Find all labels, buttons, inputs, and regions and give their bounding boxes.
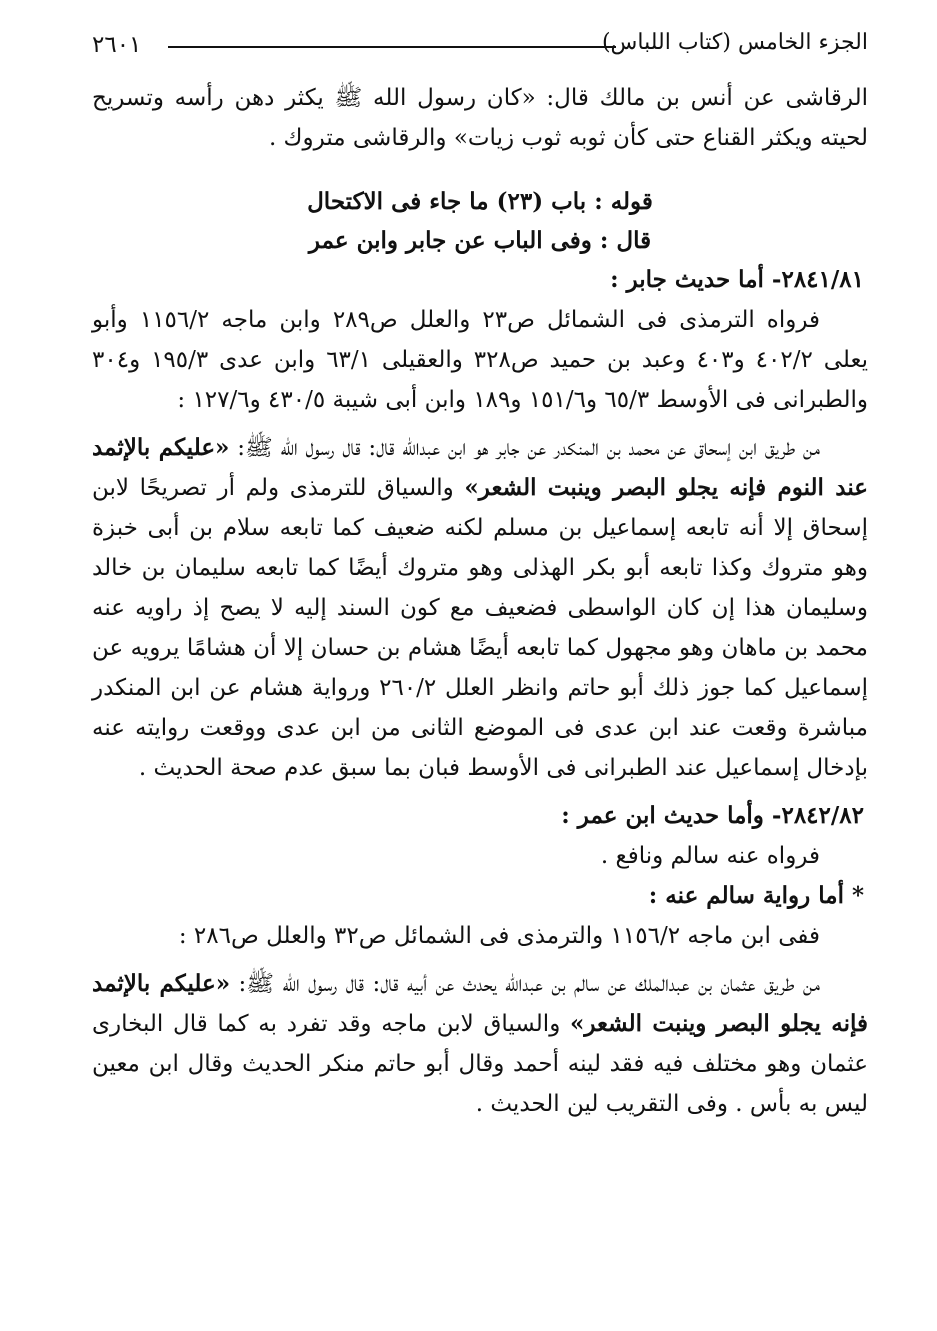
intro-paragraph: الرقاشى عن أنس بن مالك قال: «كان رسول الله ﷺ يكثر دهن رأسه وتسريح لحيته ويكثر القناع حتى كأن ثوبه ثوب زيات» والرقاشى متروك . <box>92 85 868 151</box>
paragraph-salim-chain <box>92 964 868 1124</box>
hadith-quote: «عليكم بالإثمد فإنه يجلو البصر وينبت الشعر» <box>92 970 868 1037</box>
chapter-heading: قوله : باب (٢٣) ما جاء فى الاكتحال <box>307 188 653 215</box>
chapter-subheading: قال : وفى الباب عن جابر وابن عمر <box>308 227 652 254</box>
header-rule <box>168 46 616 48</box>
page-body <box>92 78 868 1124</box>
running-title: الجزء الخامس (كتاب اللباس) <box>601 30 868 55</box>
chain-text: من طريق ابن إسحاق عن محمد بن المنكدر عن جابر هو ابن عبدالله قال: قال رسول الله ﷺ: <box>229 435 821 461</box>
commentary-text: والسياق للترمذى ولم أر تصريحًا لابن إسحاق إلا أنه تابعه إسماعيل بن مسلم لكنه ضعيف كما تابعه سلام بن أبى خبزة وهو متروك وكذا تابعه أبو بكر الهذلى وهو متروك أيضًا كما تابعه سليمان بن خالد وسليمان هذا إن كان الواسطى فضعيف مع كون السند إليه لا يصح إذ راويه عنه محمد بن ماهان وهو مجهول كما تابعه أيضًا هشام بن حسان إلا أن هشامًا يرويه عن إسماعيل كما جوز ذلك أبو حاتم وانظر العلل ٢٦٠/٢ ورواية هشام عن ابن المنكدر مباشرة وقعت عند ابن عدى فى الموضع الثانى من ابن عدى ووقعت روايته عنه بإدخال إسماعيل عند الطبرانى فى الأوسط فبان بما سبق عدم صحة الحديث . <box>92 475 868 781</box>
page-number: ٢٦٠١ <box>92 32 142 58</box>
commentary-text: والسياق لابن ماجه وقد تفرد به كما قال البخارى عثمان وهو مختلف فيه فقد لينه أحمد وقال أبو حاتم منكر الحديث وقال ابن معين ليس به بأس . وفى التقريب لين الحديث . <box>92 1011 868 1117</box>
section-heading-jabir: ٢٨٤١/٨١- أما حديث جابر : <box>610 266 864 293</box>
paragraph-jabir-sources: فرواه الترمذى فى الشمائل ص٢٣ والعلل ص٢٨٩ وابن ماجه ١١٥٦/٢ وأبو يعلى ٤٠٢/٢ و٤٠٣ وعبد بن حميد ص٣٢٨ والعقيلى ٦٣/١ وابن عدى ١٩٥/٣ و٣٠٤ والطبرانى فى الأوسط ٦٥/٣ و١٥١/٦ و١٨٩ وابن أبى شيبة ٤٣٠/٥ و١٢٧/٦ : <box>92 307 869 413</box>
spacer <box>92 956 868 964</box>
page-header <box>92 28 868 64</box>
paragraph-ibn-umar-narrators: فرواه عنه سالم ونافع . <box>600 843 820 869</box>
spacer <box>92 788 868 796</box>
paragraph-jabir-chain <box>92 428 868 788</box>
spacer <box>92 420 868 428</box>
paragraph-salim-sources: ففى ابن ماجه ١١٥٦/٢ والترمذى فى الشمائل ص٣٢ والعلل ص٢٨٦ : <box>178 923 820 949</box>
section-heading-salim: * أما رواية سالم عنه : <box>648 882 864 909</box>
hadith-quote: «عليكم بالإثمد عند النوم فإنه يجلو البصر وينبت الشعر» <box>92 434 868 501</box>
section-heading-ibn-umar: ٢٨٤٢/٨٢- وأما حديث ابن عمر : <box>561 802 864 829</box>
chain-text: من طريق عثمان بن عبدالملك عن سالم بن عبدالله يحدث عن أبيه قال: قال رسول الله ﷺ: <box>230 971 820 997</box>
